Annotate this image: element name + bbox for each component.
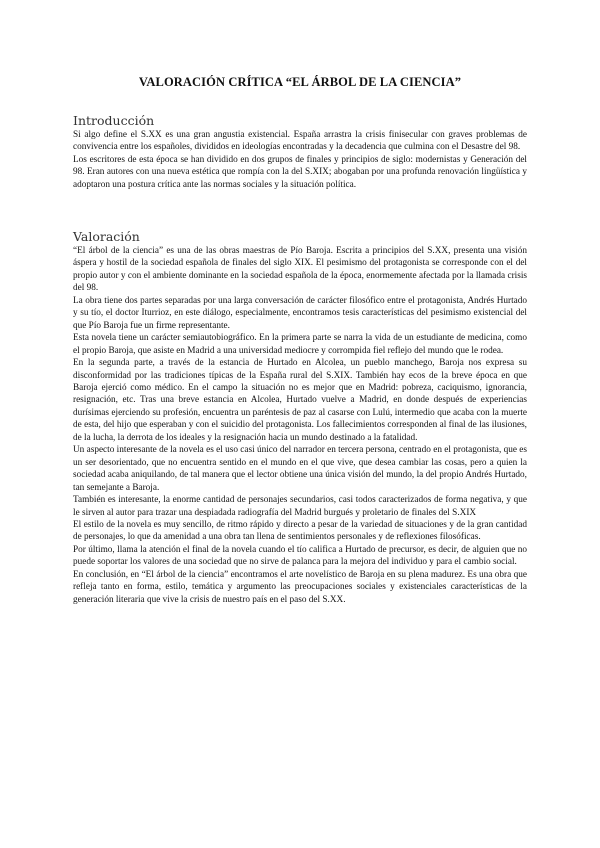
section-heading-introduccion: Introducción (73, 113, 155, 128)
section-body-introduccion (73, 129, 527, 191)
document-title: VALORACIÓN CRÍTICA “EL ÁRBOL DE LA CIENCIA” (138, 75, 462, 89)
paragraph: Un aspecto interesante de la novela es el uso casi único del narrador en tercera persona, centrado en el protagonista, que es un ser desorientado, que no encuentra sentido en el mundo en el que vive, que desea cambiar las cosas, pero a quien la sociedad acaba aniquilando, de tal manera que el lector obtiene una única visión del mundo, la del propio Andrés Hurtado, tan semejante a Baroja. (73, 445, 527, 493)
section-body-valoracion (73, 245, 527, 606)
paragraph: Por último, llama la atención el final de la novela cuando el tío califica a Hurtado de precursor, es decir, de alguien que no puede soportar los valores de una sociedad que no sirve de palanca para la mejora del individuo y para el cambio social. (73, 544, 527, 568)
paragraph: Si algo define el S.XX es una gran angustia existencial. España arrastra la crisis finisecular con graves problemas de convivencia entre los españoles, divididos en ideologías encontradas y la decadencia que culmina con el Desastre del 98. (73, 130, 527, 153)
paragraph: El estilo de la novela es muy sencillo, de ritmo rápido y directo a pesar de la variedad de situaciones y de la gran cantidad de personajes, lo que da amenidad a una obra tan llena de sentimientos personales y de reflexiones filosóficas. (73, 519, 527, 543)
paragraph: “El árbol de la ciencia” es una de las obras maestras de Pío Baroja. Escrita a principios del S.XX, presenta una visión áspera y hostil de la sociedad española de finales del siglo XIX. El pesimismo del protagonista se corresponde con el del propio autor y con el ambiente dominante en la sociedad española de la época, enormemente afectada por la llamada crisis del 98. (73, 246, 527, 294)
paragraph: En conclusión, en “El árbol de la ciencia” encontramos el arte novelístico de Baroja en su plena madurez. Es una obra que refleja tanto en forma, estilo, temática y argumento las preocupaciones sociales y existenciales características de la generación literaria que vive la crisis de nuestro país en el paso del S.XX. (73, 569, 527, 605)
paragraph: En la segunda parte, a través de la estancia de Hurtado en Alcolea, un pueblo manchego, Baroja nos expresa su disconformidad por las tradiciones típicas de la España rural del S.XIX. También hay ecos de la breve época en que Baroja ejerció como médico. En el campo la situación no es mejor que en Madrid: pobreza, caciquismo, ignorancia, resignación, etc. Tras una breve estancia en Alcolea, Hurtado vuelve a Madrid, en donde después de experiencias durísimas ejerciendo su profesión, encuentra un paréntesis de paz al casarse con Lulú, intermedio que acaba con la muerte de esta, del hijo que esperaban y con el suicidio del protagonista. Los fallecimientos corresponden al final de las ilusiones, de la lucha, la derrota de los ideales y la resignación hacia un mundo destinado a la fatalidad. (73, 358, 527, 443)
section-heading-valoracion: Valoración (73, 229, 140, 244)
paragraph: La obra tiene dos partes separadas por una larga conversación de carácter filosófico entre el protagonista, Andrés Hurtado y su tío, el doctor Iturrioz, en este diálogo, especialmente, encontramos tesis características del pesimismo existencial del que Pío Baroja fue un firme representante. (73, 295, 527, 331)
paragraph: Esta novela tiene un carácter semiautobiográfico. En la primera parte se narra la vida de un estudiante de medicina, como el propio Baroja, que asiste en Madrid a una universidad mediocre y corrompida fiel reflejo del mundo que le rodea. (73, 333, 527, 356)
paragraph: También es interesante, la enorme cantidad de personajes secundarios, casi todos caracterizados de forma negativa, y que le sirven al autor para trazar una despiadada radiografía del Madrid burgués y proletario de finales del S.XIX (73, 495, 527, 518)
paragraph: Los escritores de esta época se han dividido en dos grupos de finales y principios de siglo: modernistas y Generación del 98. Eran autores con una nueva estética que rompía con la del S.XIX; abogaban por una profunda renovación lingüística y adoptaron una postura crítica ante las normas sociales y la situación política. (73, 154, 527, 190)
